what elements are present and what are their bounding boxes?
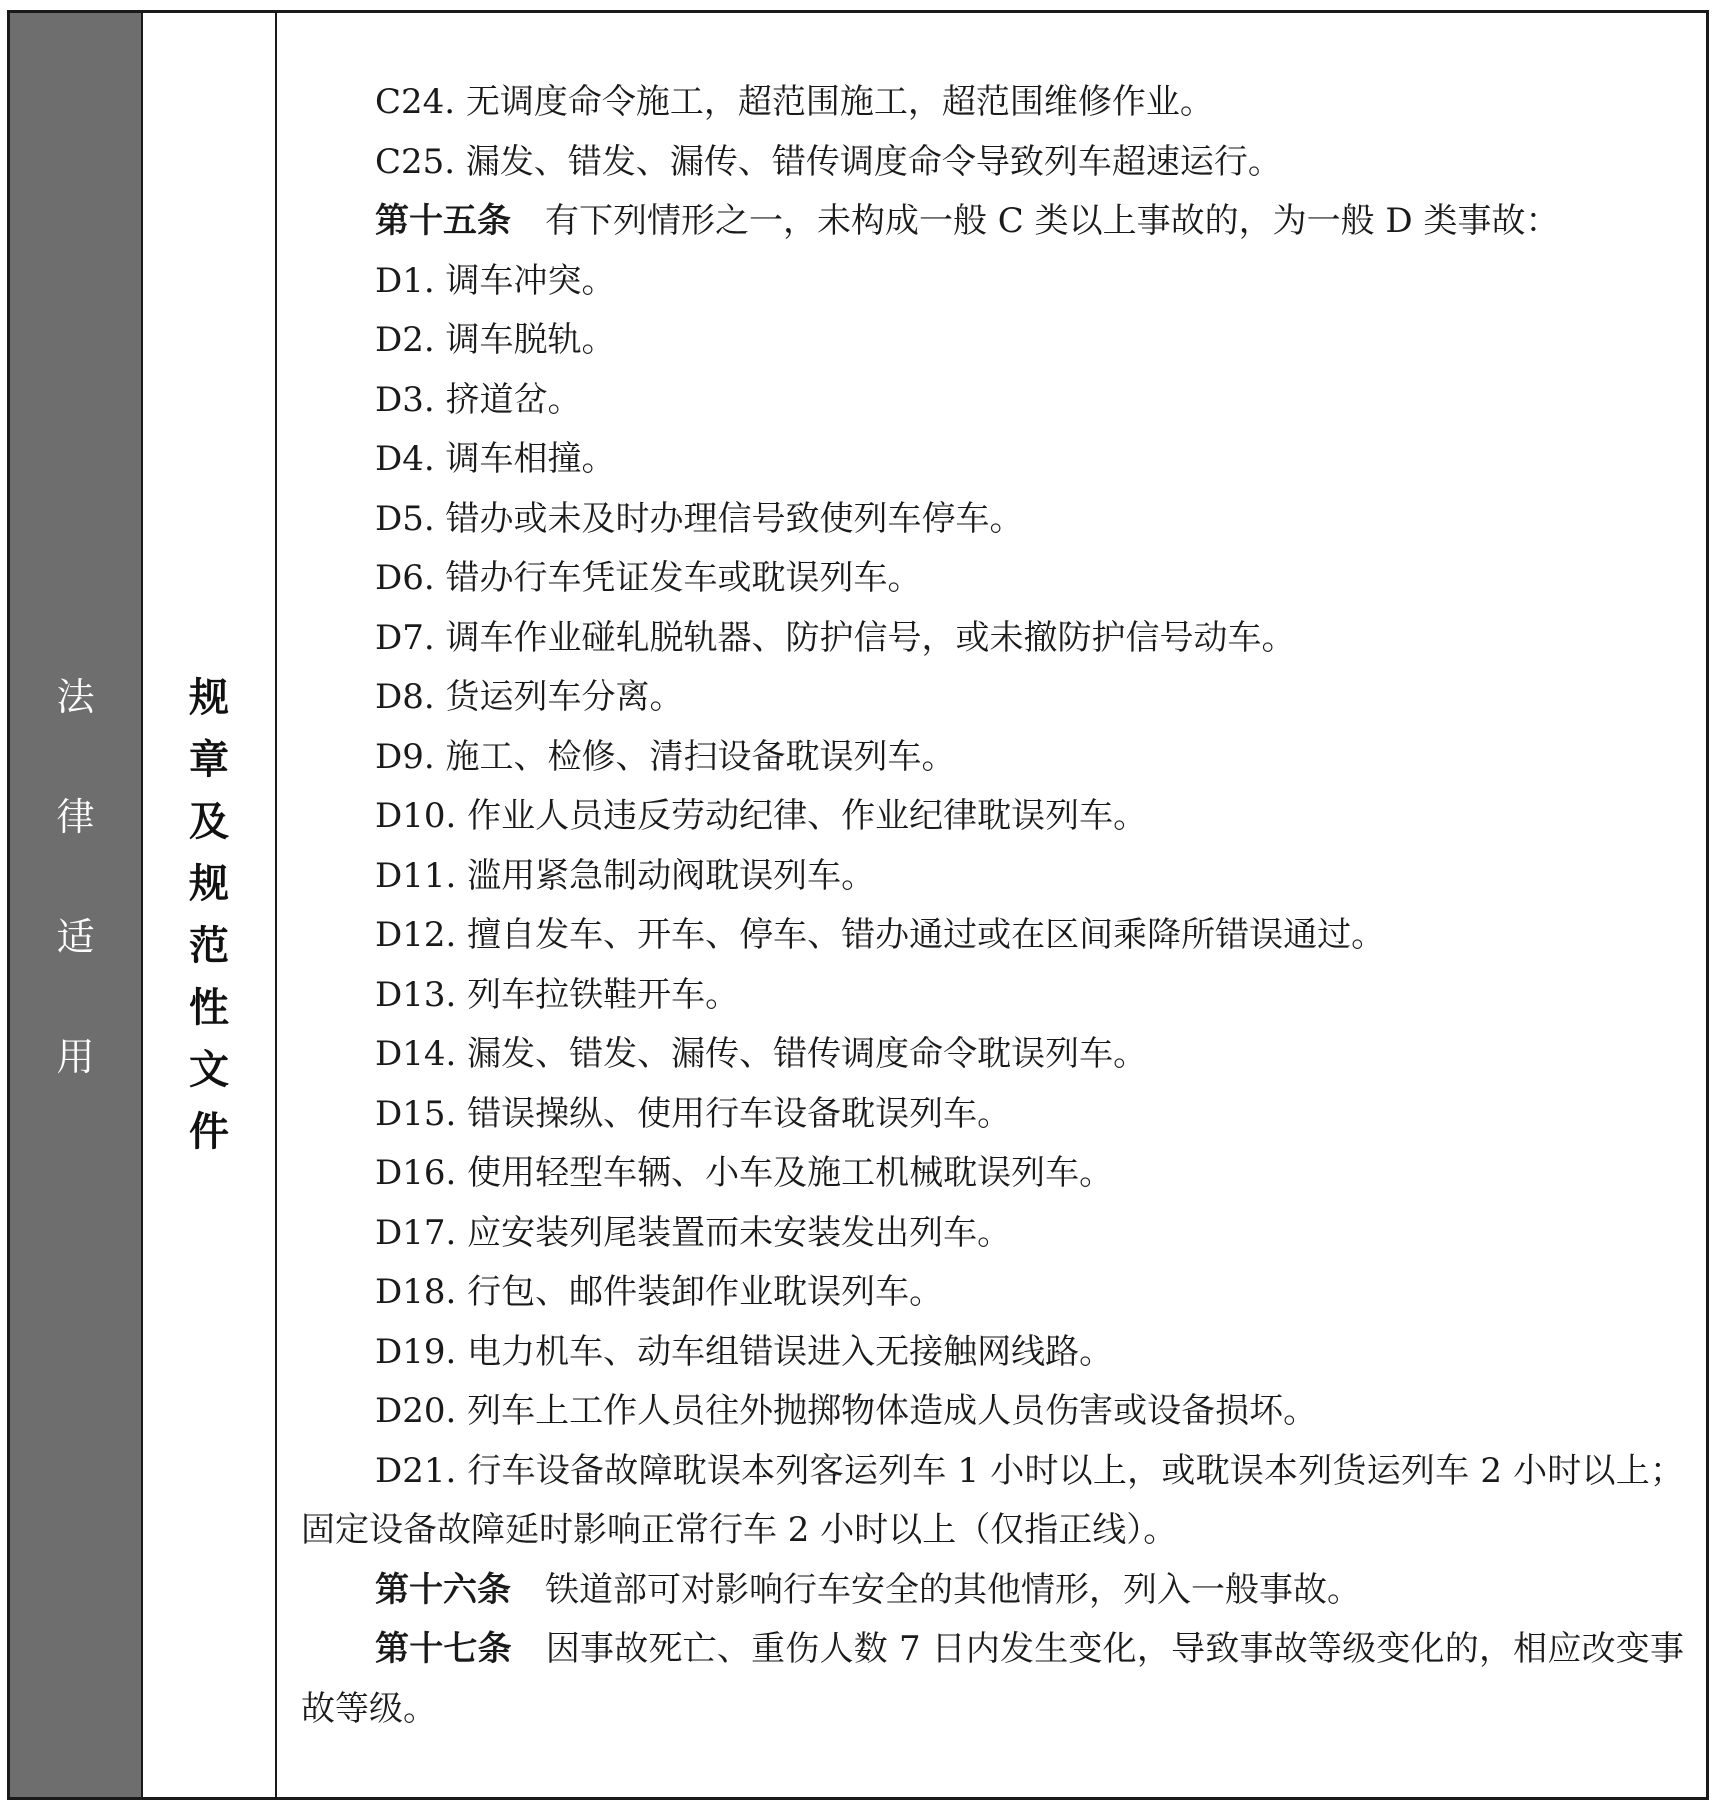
subcategory-char: 文 [189,1047,229,1093]
clause-item: C24. 无调度命令施工，超范围施工，超范围维修作业。 [375,82,1214,122]
subcategory-label [143,673,275,1169]
article-text: 有下列情形之一，未构成一般 C 类以上事故的，为一般 D 类事故： [545,201,1560,241]
subcategory-char: 范 [189,923,229,969]
clause-item: D10. 作业人员违反劳动纪律、作业纪律耽误列车。 [375,796,1148,836]
article-text: 因事故死亡、重伤人数 7 日内发生变化，导致事故等级变化的，相应改变事故等级。 [301,1629,1685,1729]
subcategory-char: 规 [189,861,229,907]
article-title: 第十七条 [375,1629,512,1669]
clause-item: D12. 擅自发车、开车、停车、错办通过或在区间乘降所错误通过。 [375,915,1386,955]
category-char: 律 [56,795,95,839]
clause-item: D17. 应安装列尾装置而未安装发出列车。 [375,1212,1012,1253]
subcategory-char: 性 [189,985,229,1031]
clause-item: D16. 使用轻型车辆、小车及施工机械耽误列车。 [375,1153,1114,1193]
clause-item: D2. 调车脱轨。 [375,320,616,360]
category-label [10,673,141,1153]
clause-item: D18. 行包、邮件装卸作业耽误列车。 [375,1272,944,1312]
article-paragraph-multiline [301,1620,1684,1739]
clause-item: D11. 滥用紧急制动阀耽误列车。 [375,855,876,896]
clause-item: D1. 调车冲突。 [375,260,616,301]
clause-item: D20. 列车上工作人员往外抛掷物体造成人员伤害或设备损坏。 [375,1391,1318,1431]
clause-item: D3. 挤道岔。 [375,379,582,420]
clause-item: D8. 货运列车分离。 [375,677,684,717]
clause-item: D9. 施工、检修、清扫设备耽误列车。 [375,736,956,777]
clause-item: D4. 调车相撞。 [375,439,616,479]
clause-item: D13. 列车拉铁鞋开车。 [375,974,740,1015]
clause-item: D5. 错办或未及时办理信号致使列车停车。 [375,498,1024,539]
article-title: 第十五条 [375,201,511,241]
category-char: 用 [56,1035,95,1079]
clause-item-multiline: D21. 行车设备故障耽误本列客运列车 1 小时以上，或耽误本列货运列车 2 小时以上；固定设备故障延时影响正常行车 2 小时以上（仅指正线）。 [301,1450,1684,1550]
clause-item: D14. 漏发、错发、漏传、错传调度命令耽误列车。 [375,1034,1148,1074]
clause-item: D6. 错办行车凭证发车或耽误列车。 [375,558,922,598]
clause-item: D7. 调车作业碰轧脱轨器、防护信号，或未撤防护信号动车。 [375,617,1296,658]
category-char: 法 [56,675,95,719]
subcategory-column [143,13,277,1797]
category-column [10,13,143,1797]
clause-item: D19. 电力机车、动车组错误进入无接触网线路。 [375,1331,1114,1372]
page-frame [7,10,1709,1800]
document-body [277,13,1706,1797]
article-paragraph [301,192,1684,252]
category-char: 适 [56,915,95,959]
subcategory-char: 件 [189,1109,229,1155]
subcategory-char: 章 [189,737,229,783]
article-title: 第十六条 [375,1569,511,1610]
subcategory-char: 及 [189,799,229,845]
article-paragraph [301,1561,1684,1621]
article-text: 铁道部可对影响行车安全的其他情形，列入一般事故。 [545,1569,1361,1610]
subcategory-char: 规 [189,675,229,721]
clause-item: D15. 错误操纵、使用行车设备耽误列车。 [375,1093,1012,1134]
clause-item: C25. 漏发、错发、漏传、错传调度命令导致列车超速运行。 [375,141,1282,182]
